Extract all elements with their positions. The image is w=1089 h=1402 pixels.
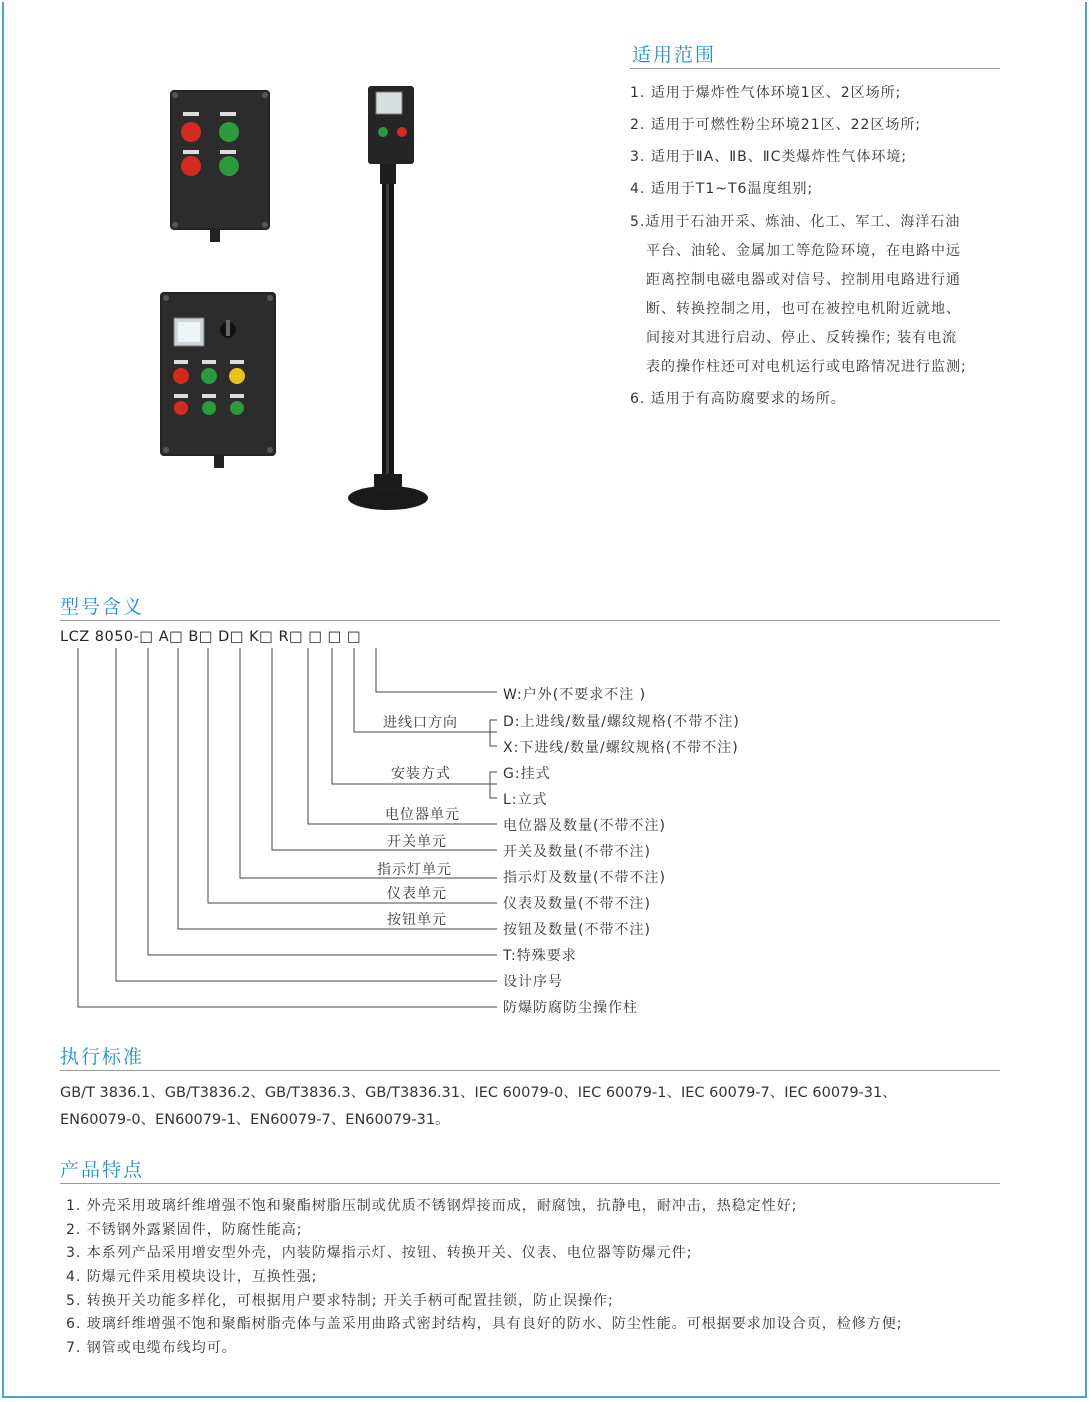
model-left-label: 安装方式 — [391, 766, 451, 782]
model-left-label: 指示灯单元 — [377, 862, 452, 878]
model-left-label: 电位器单元 — [385, 807, 460, 823]
model-right-label: W:户外(不要求不注 ) — [503, 687, 647, 703]
model-left-label: 按钮单元 — [387, 912, 447, 928]
feature-item: 7. 钢管或电缆布线均可。 — [66, 1340, 237, 1356]
scope-item: 6. 适用于有高防腐要求的场所。 — [630, 391, 846, 407]
standards-rule — [60, 1070, 1000, 1071]
feature-item: 6. 玻璃纤维增强不饱和聚酯树脂壳体与盖采用曲路式密封结构，具有良好的防水、防尘性能。可根据要求加设合页，检修方便; — [66, 1316, 903, 1332]
model-right-label: 仪表及数量(不带不注) — [503, 896, 651, 912]
scope-item: 5.适用于石油开采、炼油、化工、军工、海洋石油 — [630, 214, 961, 230]
model-right-label: 指示灯及数量(不带不注) — [503, 870, 666, 886]
model-right-label: 按钮及数量(不带不注) — [503, 922, 651, 938]
scope-item: 断、转换控制之用，也可在被控电机附近就地、 — [646, 301, 961, 317]
feature-item: 3. 本系列产品采用增安型外壳，内装防爆指示灯、按钮、转换开关、仪表、电位器等防爆元件; — [66, 1245, 693, 1261]
scope-item: 距离控制电磁电器或对信号、控制用电路进行通 — [646, 272, 961, 288]
standards-line: GB/T 3836.1、GB/T3836.2、GB/T3836.3、GB/T3836.31、IEC 60079-0、IEC 60079-1、IEC 60079-7、IEC 60079-31、 — [60, 1085, 897, 1101]
model-right-label: 电位器及数量(不带不注) — [503, 818, 666, 834]
scope-item: 间接对其进行启动、停止、反转操作; 装有电流 — [646, 330, 958, 346]
model-right-label: 防爆防腐防尘操作柱 — [503, 1000, 638, 1016]
model-left-label: 仪表单元 — [387, 886, 447, 902]
scope-item: 表的操作柱还可对电机运行或电路情况进行监测; — [646, 359, 967, 375]
model-code: LCZ 8050-□ A□ B□ D□ K□ R□ □ □ □ — [60, 629, 362, 645]
model-right-label: T:特殊要求 — [503, 948, 577, 964]
model-right-label: D:上进线/数量/螺纹规格(不带不注) — [503, 714, 740, 730]
scope-title: 适用范围 — [632, 44, 717, 66]
feature-item: 2. 不锈钢外露紧固件，防腐性能高; — [66, 1222, 303, 1238]
scope-item: 平台、油轮、金属加工等危险环境，在电路中远 — [646, 243, 961, 259]
features-title: 产品特点 — [60, 1159, 145, 1181]
standards-title: 执行标准 — [60, 1046, 145, 1068]
scope-item: 1. 适用于爆炸性气体环境1区、2区场所; — [630, 85, 902, 101]
scope-item: 2. 适用于可燃性粉尘环境21区、22区场所; — [630, 117, 922, 133]
model-left-label: 开关单元 — [387, 834, 447, 850]
scope-item: 4. 适用于T1~T6温度组别; — [630, 181, 814, 197]
features-rule — [60, 1183, 1000, 1184]
model-left-label: 进线口方向 — [383, 715, 458, 731]
feature-item: 5. 转换开关功能多样化，可根据用户要求特制; 开关手柄可配置挂锁，防止误操作; — [66, 1293, 614, 1309]
model-right-label: 设计序号 — [503, 974, 563, 990]
feature-item: 1. 外壳采用玻璃纤维增强不饱和聚酯树脂压制或优质不锈钢焊接而成，耐腐蚀，抗静电，耐冲击，热稳定性好; — [66, 1198, 798, 1214]
model-title: 型号含义 — [60, 596, 145, 618]
model-right-label: X:下进线/数量/螺纹规格(不带不注) — [503, 740, 739, 756]
model-right-label: G:挂式 — [503, 766, 551, 782]
feature-item: 4. 防爆元件采用模块设计，互换性强; — [66, 1269, 318, 1285]
model-right-label: 开关及数量(不带不注) — [503, 844, 651, 860]
standards-line: EN60079-0、EN60079-1、EN60079-7、EN60079-31。 — [60, 1112, 450, 1128]
scope-item: 3. 适用于ⅡA、ⅡB、ⅡC类爆炸性气体环境; — [630, 149, 908, 165]
model-right-label: L:立式 — [503, 792, 548, 808]
